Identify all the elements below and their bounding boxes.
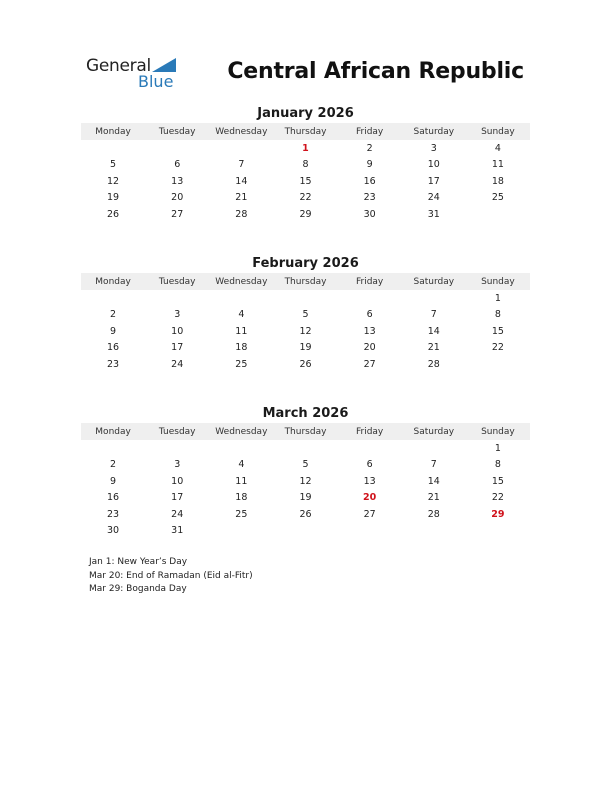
weekday-label: Tuesday (158, 126, 196, 137)
weekday-header-row (81, 423, 530, 440)
day-cell: 7 (430, 459, 437, 471)
week-row (81, 340, 530, 357)
day-cell: 4 (238, 309, 245, 321)
week-row (81, 206, 530, 223)
weekday-label: Wednesday (215, 276, 268, 287)
day-cell: 22 (299, 192, 312, 204)
week-row (81, 307, 530, 324)
day-cell: 2 (110, 459, 117, 471)
weekday-label: Friday (355, 426, 384, 437)
day-cell: 5 (110, 159, 117, 171)
week-row (81, 490, 530, 507)
weekday-label: Saturday (413, 126, 455, 137)
day-cell: 3 (174, 459, 181, 471)
day-cell: 19 (299, 492, 312, 504)
day-cell: 16 (107, 492, 120, 504)
day-cell: 9 (110, 475, 117, 487)
weekday-label: Saturday (413, 426, 455, 437)
day-cell: 19 (107, 192, 120, 204)
week-row (81, 157, 530, 174)
day-cell: 20 (363, 492, 377, 504)
day-cell: 5 (302, 459, 309, 471)
week-row (81, 457, 530, 474)
day-cell: 9 (110, 325, 117, 337)
holiday-note: Mar 29: Boganda Day (89, 584, 187, 594)
day-cell: 18 (491, 175, 504, 187)
day-cell: 18 (235, 492, 248, 504)
day-cell: 21 (427, 342, 440, 354)
day-cell: 4 (238, 459, 245, 471)
month-calendar (81, 405, 530, 539)
day-cell: 17 (427, 175, 440, 187)
day-cell: 1 (494, 442, 501, 454)
day-cell: 26 (299, 358, 312, 370)
day-cell: 20 (363, 342, 376, 354)
weekday-label: Thursday (284, 426, 327, 437)
weekday-label: Wednesday (215, 126, 268, 137)
logo-text-blue: Blue (138, 72, 174, 91)
day-cell: 22 (491, 342, 504, 354)
day-cell: 5 (302, 309, 309, 321)
month-calendar (81, 255, 530, 373)
logo-text-general: General (86, 56, 151, 76)
month-calendar (81, 105, 530, 223)
day-cell: 1 (494, 292, 501, 304)
day-cell: 19 (299, 342, 312, 354)
day-cell: 12 (299, 475, 312, 487)
day-cell: 13 (363, 325, 376, 337)
day-cell: 12 (107, 175, 120, 187)
day-cell: 21 (427, 492, 440, 504)
weekday-label: Thursday (284, 276, 327, 287)
weekday-label: Monday (95, 426, 131, 437)
weekday-label: Wednesday (215, 426, 268, 437)
day-cell: 16 (363, 175, 376, 187)
day-cell: 8 (302, 159, 309, 171)
day-cell: 2 (366, 142, 373, 154)
day-cell: 11 (235, 325, 248, 337)
day-cell: 30 (107, 525, 120, 537)
day-cell: 7 (430, 309, 437, 321)
week-row (81, 173, 530, 190)
day-cell: 27 (171, 208, 184, 220)
day-cell: 26 (107, 208, 120, 220)
weekday-label: Sunday (481, 126, 515, 137)
day-cell: 31 (171, 525, 184, 537)
weekday-header-row (81, 273, 530, 290)
weekday-label: Sunday (481, 276, 515, 287)
day-cell: 6 (366, 459, 373, 471)
day-cell: 13 (171, 175, 184, 187)
day-cell: 17 (171, 492, 184, 504)
day-cell: 24 (427, 192, 440, 204)
day-cell: 15 (491, 475, 504, 487)
day-cell: 29 (491, 508, 505, 520)
weekday-header-row (81, 123, 530, 140)
weekday-label: Friday (355, 126, 384, 137)
week-row (81, 356, 530, 373)
day-cell: 10 (427, 159, 440, 171)
weekday-label: Monday (95, 126, 131, 137)
week-row (81, 440, 530, 457)
day-cell: 11 (491, 159, 504, 171)
page-title: Central African Republic (227, 59, 524, 84)
weekday-label: Tuesday (158, 426, 196, 437)
day-cell: 20 (171, 192, 184, 204)
day-cell: 27 (363, 358, 376, 370)
day-cell: 17 (171, 342, 184, 354)
weekday-label: Friday (355, 276, 384, 287)
day-cell: 8 (494, 309, 501, 321)
weekday-label: Saturday (413, 276, 455, 287)
day-cell: 23 (107, 508, 120, 520)
day-cell: 28 (427, 508, 440, 520)
day-cell: 7 (238, 159, 245, 171)
day-cell: 27 (363, 508, 376, 520)
day-cell: 10 (171, 475, 184, 487)
day-cell: 6 (366, 309, 373, 321)
day-cell: 14 (427, 475, 440, 487)
weekday-label: Monday (95, 276, 131, 287)
holiday-notes (89, 556, 253, 597)
day-cell: 13 (363, 475, 376, 487)
day-cell: 30 (363, 208, 376, 220)
week-row (81, 523, 530, 540)
holiday-note: Jan 1: New Year’s Day (89, 557, 188, 567)
day-cell: 24 (171, 508, 184, 520)
day-cell: 23 (107, 358, 120, 370)
week-row (81, 140, 530, 157)
day-cell: 29 (299, 208, 312, 220)
generalblue-logo (86, 56, 196, 92)
day-cell: 28 (427, 358, 440, 370)
day-cell: 12 (299, 325, 312, 337)
month-title: March 2026 (262, 406, 349, 421)
day-cell: 15 (491, 325, 504, 337)
day-cell: 9 (366, 159, 373, 171)
weekday-label: Sunday (481, 426, 515, 437)
day-cell: 22 (491, 492, 504, 504)
day-cell: 21 (235, 192, 248, 204)
day-cell: 8 (494, 459, 501, 471)
day-cell: 10 (171, 325, 184, 337)
day-cell: 18 (235, 342, 248, 354)
day-cell: 26 (299, 508, 312, 520)
day-cell: 28 (235, 208, 248, 220)
week-row (81, 323, 530, 340)
day-cell: 11 (235, 475, 248, 487)
day-cell: 2 (110, 309, 117, 321)
day-cell: 25 (235, 358, 248, 370)
day-cell: 14 (427, 325, 440, 337)
day-cell: 25 (235, 508, 248, 520)
week-row (81, 506, 530, 523)
holiday-note: Mar 20: End of Ramadan (Eid al-Fitr) (89, 570, 253, 581)
week-row (81, 473, 530, 490)
day-cell: 25 (491, 192, 504, 204)
day-cell: 1 (302, 142, 309, 154)
day-cell: 3 (430, 142, 437, 154)
week-row (81, 190, 530, 207)
month-title: January 2026 (257, 106, 354, 121)
day-cell: 23 (363, 192, 376, 204)
day-cell: 4 (494, 142, 501, 154)
day-cell: 31 (427, 208, 440, 220)
month-title: February 2026 (252, 256, 359, 271)
weekday-label: Thursday (284, 126, 327, 137)
weekday-label: Tuesday (158, 276, 196, 287)
week-row (81, 290, 530, 307)
day-cell: 16 (107, 342, 120, 354)
logo-triangle-icon (152, 58, 176, 72)
day-cell: 3 (174, 309, 181, 321)
day-cell: 15 (299, 175, 312, 187)
day-cell: 14 (235, 175, 248, 187)
day-cell: 6 (174, 159, 181, 171)
day-cell: 24 (171, 358, 184, 370)
